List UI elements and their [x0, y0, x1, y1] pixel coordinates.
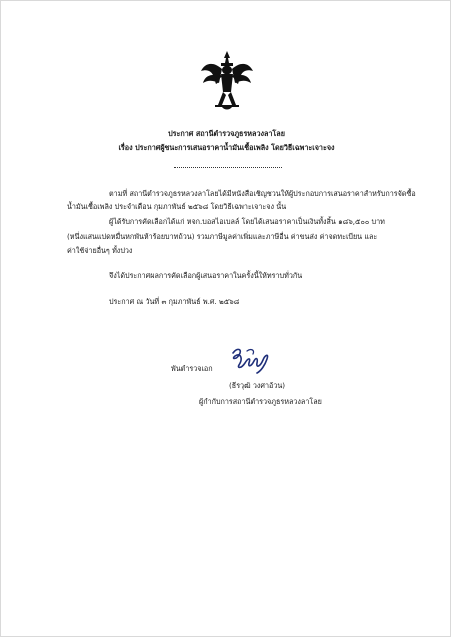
- signer-position: ผู้กำกับการสถานีตำรวจภูธรหลวงลาโลย: [199, 397, 322, 406]
- garuda-emblem-icon: [199, 49, 255, 115]
- paragraph-1-line-1: ตามที่ สถานีตำรวจภูธรหลวงลาโลยได้มีหนังสือเชิญชวนให้ผู้ประกอบการเสนอราคาสำหรับการจัดซื้อ: [109, 189, 416, 198]
- paragraph-1-line-2: น้ำมันเชื้อเพลิง ประจำเดือน กุมภาพันธ์ ๒๕๖๘ โดยวิธีเฉพาะเจาะจง นั้น: [67, 202, 287, 211]
- divider-line: [174, 167, 282, 168]
- paragraph-2-line-1: ผู้ได้รับการคัดเลือกได้แก่ หจก.บอสไอเบลล์ โดยได้เสนอราคาเป็นเงินทั้งสิ้น ๑๘๖,๕๐๐ บาท: [109, 217, 385, 226]
- paragraph-2-line-2: (หนึ่งแสนแปดหมื่นหกพันห้าร้อยบาทถ้วน) รวมภาษีมูลค่าเพิ่มและภาษีอื่น ค่าขนส่ง ค่าจดทะเบียน และ: [67, 232, 378, 241]
- announcement-title: ประกาศ สถานีตำรวจภูธรหลวงลาโลย: [168, 129, 285, 138]
- signer-name: (ธีรวุฒิ วงศาอ้วน): [229, 381, 286, 390]
- signature-image: [227, 345, 275, 375]
- paragraph-3: จึงได้ประกาศผลการคัดเลือกผู้เสนอราคาในครั้งนี้ให้ทราบทั่วกัน: [109, 271, 303, 280]
- announcement-subject: เรื่อง ประกาศผู้ชนะการเสนอราคาน้ำมันเชื้อเพลิง โดยวิธีเฉพาะเจาะจง: [118, 143, 335, 152]
- signer-rank: พันตำรวจเอก: [171, 364, 213, 373]
- paragraph-2-line-3: ค่าใช้จ่ายอื่นๆ ทั้งปวง: [67, 246, 133, 255]
- announcement-date: ประกาศ ณ วันที่ ๓ กุมภาพันธ์ พ.ศ. ๒๕๖๘: [109, 297, 240, 306]
